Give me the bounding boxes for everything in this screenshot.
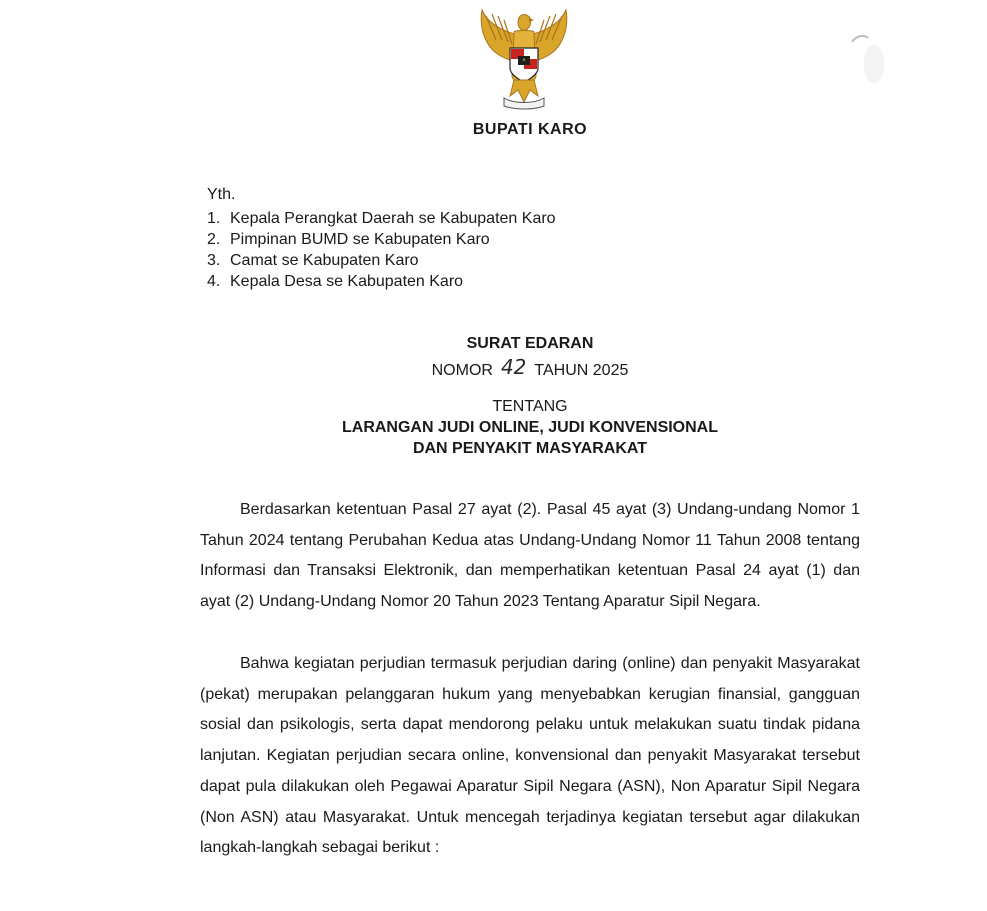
paper-smudge-icon xyxy=(846,28,886,88)
recipient-list xyxy=(207,208,556,292)
list-text: Kepala Perangkat Daerah se Kabupaten Karo xyxy=(230,210,556,227)
salutation: Yth. xyxy=(207,186,236,203)
list-number: 3. xyxy=(207,252,221,269)
about-label: TENTANG xyxy=(492,398,568,415)
circular-number xyxy=(0,356,987,380)
list-text: Kepala Desa se Kabupaten Karo xyxy=(230,273,464,290)
list-text: Pimpinan BUMD se Kabupaten Karo xyxy=(230,231,490,248)
subject-line-2: DAN PENYAKIT MASYARAKAT xyxy=(412,440,648,457)
list-number: 2. xyxy=(207,231,221,248)
number-suffix: TAHUN 2025 xyxy=(534,362,629,379)
number-prefix: NOMOR xyxy=(431,362,493,379)
list-item xyxy=(207,271,556,292)
list-text: Camat se Kabupaten Karo xyxy=(230,252,419,269)
body-paragraph-1 xyxy=(200,495,860,618)
circular-title: SURAT EDARAN xyxy=(466,335,594,352)
garuda-pancasila-emblem-icon xyxy=(474,6,574,110)
issuer-title: BUPATI KARO xyxy=(472,121,588,138)
body-paragraph-2 xyxy=(200,649,860,864)
paragraph-text: Bahwa kegiatan perjudian termasuk perjudian daring (online) dan penyakit Masyarakat (pekat) merupakan pelanggaran hukum yang menyebabkan kerugian finansial, gangguan sosial dan psikologis, serta dapat mendorong pelaku untuk melakukan suatu tindak pidana lanjutan. Kegiatan perjudian secara online, konvensional dan penyakit Masyarakat tersebut dapat pula dilakukan oleh Pegawai Aparatur Sipil Negara (ASN), Non Aparatur Sipil Negara (Non ASN) atau Masyarakat. Untuk mencegah terjadinya kegiatan tersebut agar dilakukan langkah-langkah sebagai berikut : xyxy=(200,655,860,857)
subject-line-1: LARANGAN JUDI ONLINE, JUDI KONVENSIONAL xyxy=(341,419,719,436)
list-item xyxy=(207,229,556,250)
list-item xyxy=(207,208,556,229)
list-number: 1. xyxy=(207,210,221,227)
list-number: 4. xyxy=(207,273,221,290)
handwritten-number: 42 xyxy=(500,355,527,379)
list-item xyxy=(207,250,556,271)
paragraph-text: Berdasarkan ketentuan Pasal 27 ayat (2). Pasal 45 ayat (3) Undang-undang Nomor 1 Tahun 2024 tentang Perubahan Kedua atas Undang-Undang Nomor 11 Tahun 2008 tentang Informasi dan Transaksi Elektronik, dan memperhatikan ketentuan Pasal 24 ayat (1) dan ayat (2) Undang-Undang Nomor 20 Tahun 2023 Tentang Aparatur Sipil Negara. xyxy=(200,501,860,611)
